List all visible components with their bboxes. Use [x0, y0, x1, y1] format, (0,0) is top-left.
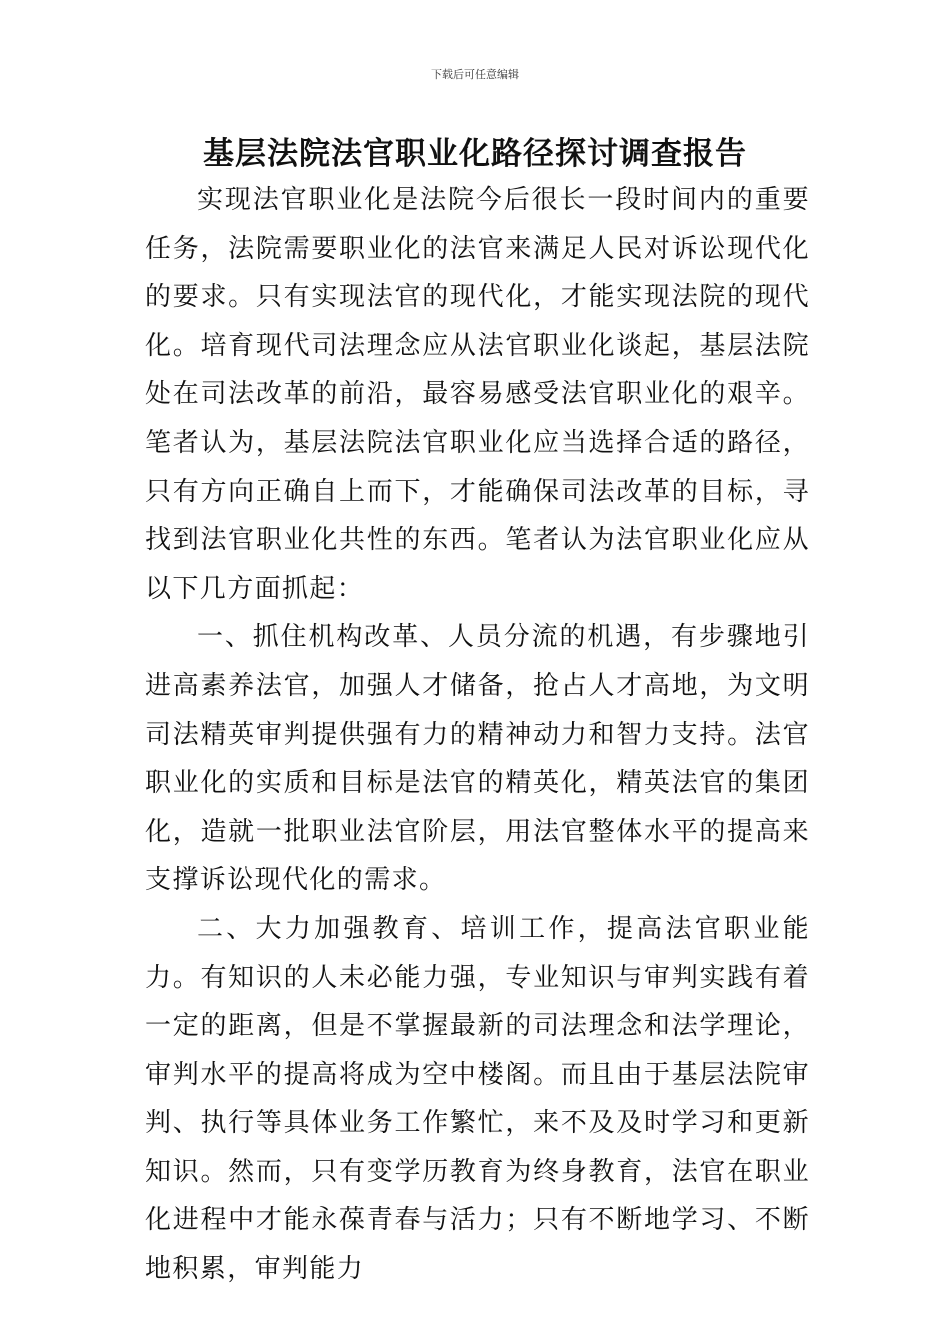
header-note: 下载后可任意编辑 — [431, 68, 519, 81]
document-body — [145, 176, 810, 1294]
document-title: 基层法院法官职业化路径探讨调查报告 — [203, 136, 747, 172]
paragraph-section-1: 一、抓住机构改革、人员分流的机遇，有步骤地引进高素养法官，加强人才储备，抢占人才高地，为文明司法精英审判提供强有力的精神动力和智力支持。法官职业化的实质和目标是法官的精英化，精英法官的集团化，造就一批职业法官阶层，用法官整体水平的提高来支撑诉讼现代化的需求。 — [145, 622, 810, 896]
paragraph-intro: 实现法官职业化是法院今后很长一段时间内的重要任务，法院需要职业化的法官来满足人民对诉讼现代化的要求。只有实现法官的现代化，才能实现法院的现代化。培育现代司法理念应从法官职业化谈起，基层法院处在司法改革的前沿，最容易感受法官职业化的艰辛。笔者认为，基层法院法官职业化应当选择合适的路径，只有方向正确自上而下，才能确保司法改革的目标，寻找到法官职业化共性的东西。笔者认为法官职业化应从以下几方面抓起： — [145, 185, 810, 604]
paragraph-section-2: 二、大力加强教育、培训工作，提高法官职业能力。有知识的人未必能力强，专业知识与审判实践有着一定的距离，但是不掌握最新的司法理念和法学理论，审判水平的提高将成为空中楼阁。而且由于基层法院审判、执行等具体业务工作繁忙，来不及及时学习和更新知识。然而，只有变学历教育为终身教育，法官在职业化进程中才能永葆青春与活力；只有不断地学习、不断地积累，审判能力 — [145, 913, 810, 1285]
